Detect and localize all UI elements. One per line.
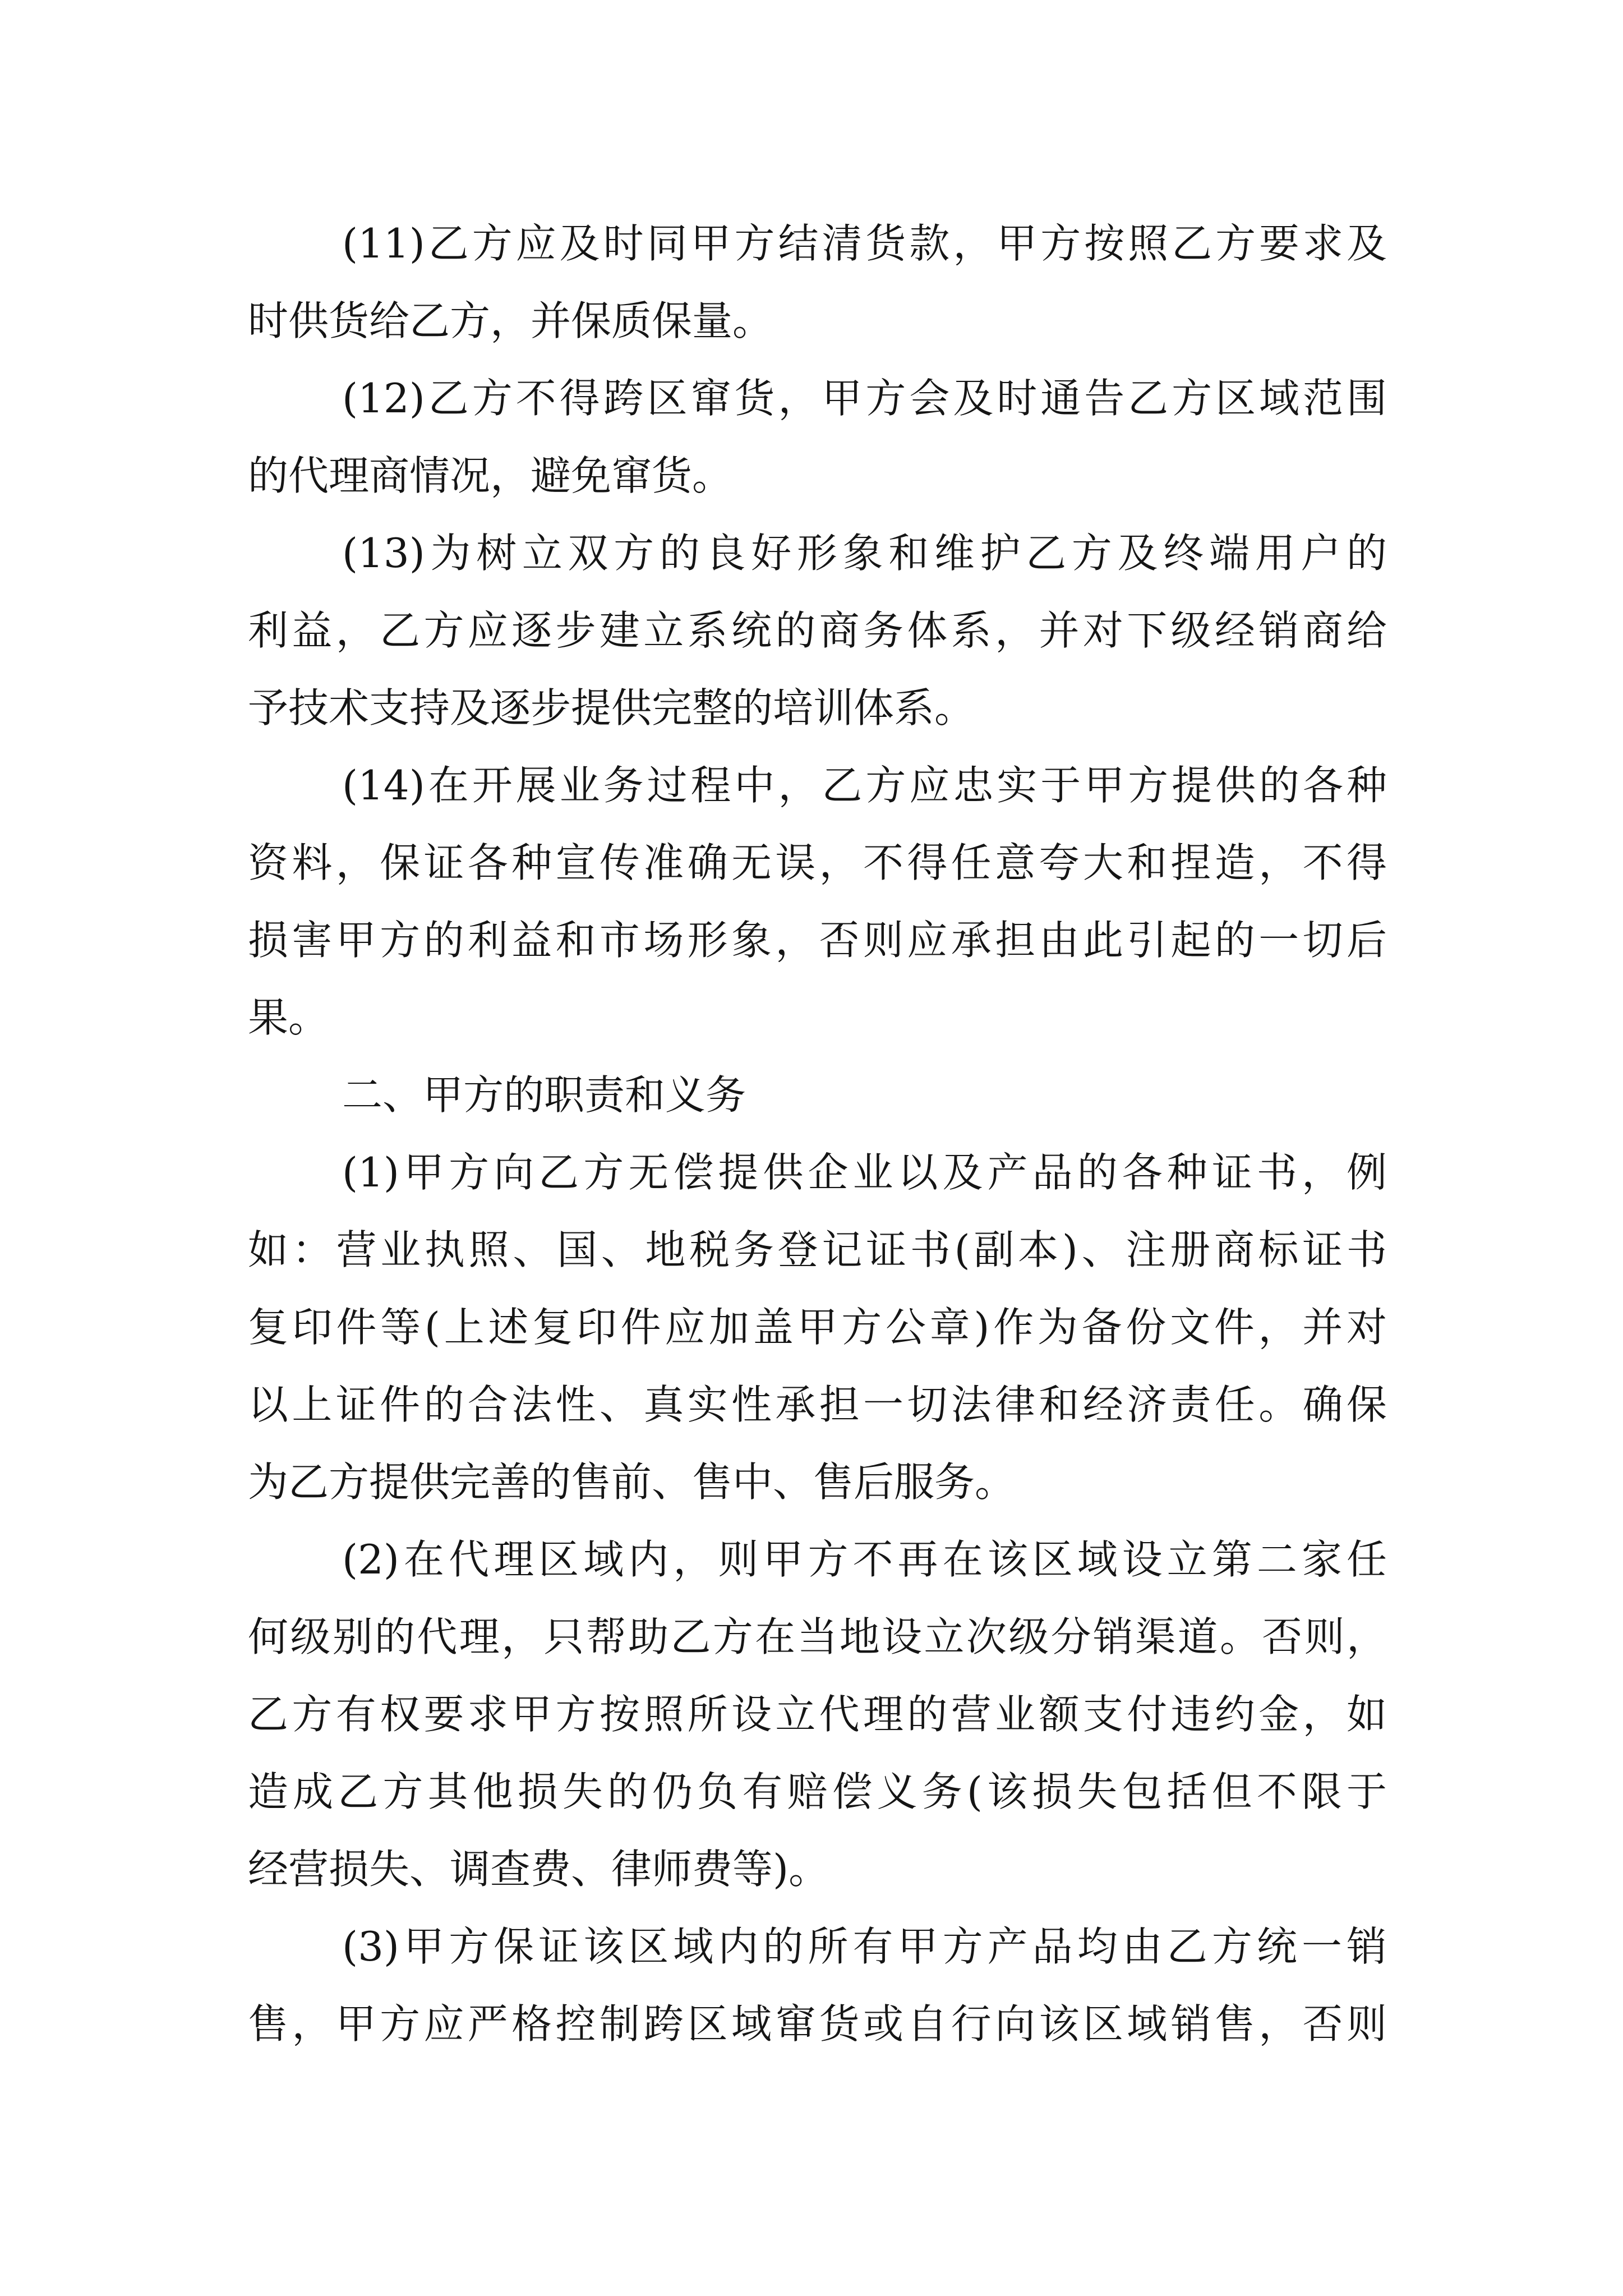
clause-line: 售，甲方应严格控制跨区域窜货或自行向该区域销售，否则: [248, 2000, 1387, 2047]
clause-line: 复印件等(上述复印件应加盖甲方公章)作为备份文件，并对: [248, 1304, 1387, 1351]
clause-line: 的代理商情况，避免窜货。: [248, 452, 733, 499]
clause-line: 经营损失、调查费、律师费等)。: [248, 1846, 829, 1893]
clause-line: 造成乙方其他损失的仍负有赔偿义务(该损失包括但不限于: [248, 1768, 1387, 1815]
clause-2: [248, 1521, 1387, 1908]
clause-line: 果。: [248, 994, 329, 1041]
clause-line: 乙方有权要求甲方按照所设立代理的营业额支付违约金，如: [248, 1691, 1387, 1738]
clause-line: 何级别的代理，只帮助乙方在当地设立次级分销渠道。否则，: [248, 1613, 1387, 1660]
clause-1: [248, 1134, 1387, 1521]
clause-line: 损害甲方的利益和市场形象，否则应承担由此引起的一切后: [248, 917, 1387, 964]
clause-line: (1)甲方向乙方无偿提供企业以及产品的各种证书，例: [342, 1149, 1387, 1196]
clause-line: 如：营业执照、国、地税务登记证书(副本)、注册商标证书: [248, 1226, 1387, 1273]
clause-line: (14)在开展业务过程中，乙方应忠实于甲方提供的各种: [342, 762, 1387, 809]
clause-line: 利益，乙方应逐步建立系统的商务体系，并对下级经销商给: [248, 607, 1387, 654]
clause-3: [248, 1908, 1387, 2063]
clause-line: (2)在代理区域内，则甲方不再在该区域设立第二家任: [342, 1536, 1387, 1583]
clause-line: (12)乙方不得跨区窜货，甲方会及时通告乙方区域范围: [342, 375, 1387, 422]
document-body: [248, 205, 1387, 2063]
section-heading: 二、甲方的职责和义务: [342, 1071, 746, 1119]
clause-12: [248, 360, 1387, 514]
clause-13: [248, 514, 1387, 747]
clause-line: 时供货给乙方，并保质保量。: [248, 297, 773, 344]
clause-14: [248, 747, 1387, 1056]
clause-line: 为乙方提供完善的售前、售中、售后服务。: [248, 1458, 1016, 1506]
clause-line: 以上证件的合法性、真实性承担一切法律和经济责任。确保: [248, 1381, 1387, 1428]
clause-line: 予技术支持及逐步提供完整的培训体系。: [248, 684, 975, 731]
clause-line: (11)乙方应及时同甲方结清货款，甲方按照乙方要求及: [342, 220, 1387, 267]
clause-line: (3)甲方保证该区域内的所有甲方产品均由乙方统一销: [342, 1923, 1387, 1970]
clause-line: 资料，保证各种宣传准确无误，不得任意夸大和捏造，不得: [248, 839, 1387, 886]
clause-11: [248, 205, 1387, 360]
clause-line: (13)为树立双方的良好形象和维护乙方及终端用户的: [342, 530, 1387, 577]
